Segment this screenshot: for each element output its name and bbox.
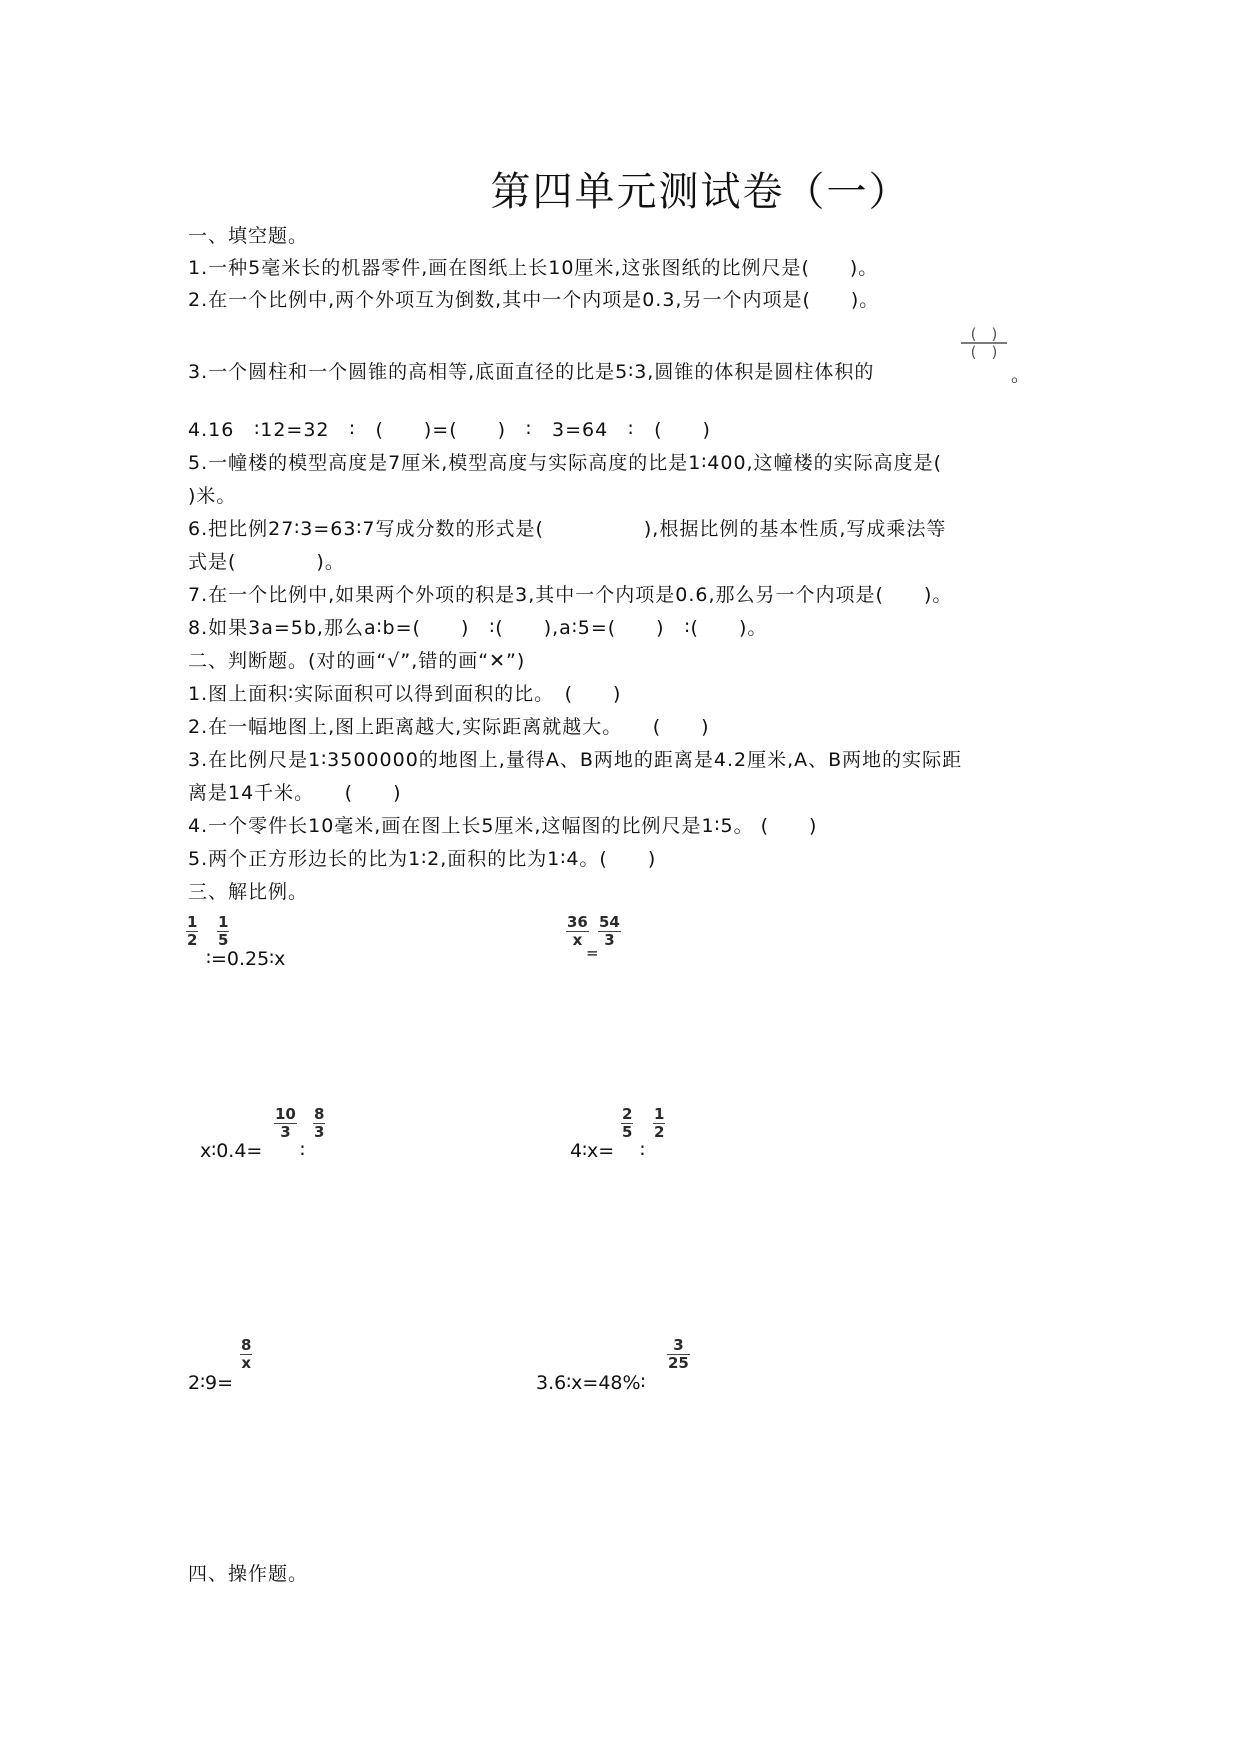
fill-question-3-fraction-blank (961, 326, 1007, 360)
solve-3-fraction-a (274, 1106, 297, 1141)
solve-3-fraction-b (313, 1106, 325, 1141)
solve-3-equation: x∶0.4= (200, 1140, 263, 1162)
fill-question-6-line2: 式是( )。 (188, 551, 345, 573)
judge-question-2: 2.在一幅地图上,图上距离越大,实际距离就越大。 ( ) (188, 716, 710, 738)
fill-question-5-line1: 5.一幢楼的模型高度是7厘米,模型高度与实际高度的比是1∶400,这幢楼的实际高度是( (188, 452, 943, 474)
fill-question-8: 8.如果3a=5b,那么a∶b=( ) ∶( ),a∶5=( ) ∶( )。 (188, 617, 768, 639)
solve-6-equation: 3.6∶x=48%∶ (536, 1372, 646, 1394)
fraction-numerator: 3 (667, 1337, 690, 1355)
fill-question-3-end: 。 (1011, 364, 1031, 386)
judge-question-3-line1: 3.在比例尺是1∶3500000的地图上,量得A、B两地的距离是4.2厘米,A、B两地的实际距 (188, 749, 963, 771)
fraction-denominator: 2 (654, 1123, 665, 1141)
fill-question-5-line2: )米。 (188, 485, 237, 507)
fill-question-1: 1.一种5毫米长的机器零件,画在图纸上长10厘米,这张图纸的比例尺是( )。 (188, 257, 879, 279)
solve-5-fraction (240, 1337, 252, 1372)
fraction-numerator: ( ) (961, 326, 1007, 344)
fraction-numerator: 10 (275, 1105, 296, 1123)
fraction-numerator: 1 (218, 913, 229, 931)
solve-1-fraction-b (217, 914, 229, 949)
judge-question-3-line2: 离是14千米。 ( ) (188, 782, 402, 804)
fraction-denominator: 25 (668, 1354, 689, 1372)
fill-question-3: 3.一个圆柱和一个圆锥的高相等,底面直径的比是5∶3,圆锥的体积是圆柱体积的 (188, 361, 875, 383)
judge-question-5: 5.两个正方形边长的比为1∶2,面积的比为1∶4。( ) (188, 848, 657, 870)
solve-2-equation: = (586, 944, 599, 962)
page-title: 第四单元测试卷（一） (490, 169, 911, 215)
solve-6-fraction (667, 1337, 690, 1372)
solve-1-equation: ∶=0.25∶x (206, 948, 286, 970)
judge-question-1: 1.图上面积∶实际面积可以得到面积的比。 ( ) (188, 683, 622, 705)
section-fill-heading: 一、填空题。 (188, 225, 309, 247)
section-operate-heading: 四、操作题。 (188, 1563, 309, 1585)
judge-question-4: 4.一个零件长10毫米,画在图上长5厘米,这幅图的比例尺是1∶5。 ( ) (188, 815, 818, 837)
fraction-numerator: 1 (187, 913, 198, 931)
solve-4-equation: 4∶x= (570, 1140, 615, 1162)
fill-question-6-line1: 6.把比例27∶3=63∶7写成分数的形式是( ),根据比例的基本性质,写成乘法等 (188, 518, 947, 540)
fraction-numerator: 8 (241, 1336, 252, 1354)
fraction-denominator: 3 (280, 1123, 291, 1141)
fraction-denominator: x (241, 1354, 252, 1372)
solve-1-fraction-a (186, 914, 198, 949)
solve-3-ratio-sign: ∶ (300, 1140, 305, 1162)
solve-4-fraction-a (621, 1106, 633, 1141)
fraction-numerator: 2 (622, 1105, 633, 1123)
fraction-denominator: 2 (187, 931, 198, 949)
fraction-numerator: 1 (654, 1105, 665, 1123)
fill-question-4: 4.16 ∶12=32 ∶ ( )=( ) ∶ 3=64 ∶ ( ) (188, 419, 711, 441)
fraction-numerator: 54 (599, 913, 620, 931)
fraction-denominator: x (572, 931, 583, 949)
solve-2-fraction-b (598, 914, 621, 949)
fraction-denominator: 3 (314, 1123, 325, 1141)
fraction-denominator: 3 (604, 931, 615, 949)
section-solve-heading: 三、解比例。 (188, 881, 309, 903)
solve-4-fraction-b (653, 1106, 665, 1141)
fraction-denominator: 5 (218, 931, 229, 949)
fraction-numerator: 8 (314, 1105, 325, 1123)
fraction-denominator: 5 (622, 1123, 633, 1141)
fill-question-7: 7.在一个比例中,如果两个外项的积是3,其中一个内项是0.6,那么另一个内项是( )。 (188, 584, 953, 606)
fill-question-2: 2.在一个比例中,两个外项互为倒数,其中一个内项是0.3,另一个内项是( )。 (188, 289, 880, 311)
fraction-numerator: 36 (567, 913, 588, 931)
solve-4-ratio-sign: ∶ (640, 1140, 645, 1162)
fraction-denominator: ( ) (970, 343, 998, 361)
solve-5-equation: 2∶9= (188, 1372, 234, 1394)
section-judge-heading: 二、判断题。(对的画“√”,错的画“✕”) (188, 650, 526, 672)
